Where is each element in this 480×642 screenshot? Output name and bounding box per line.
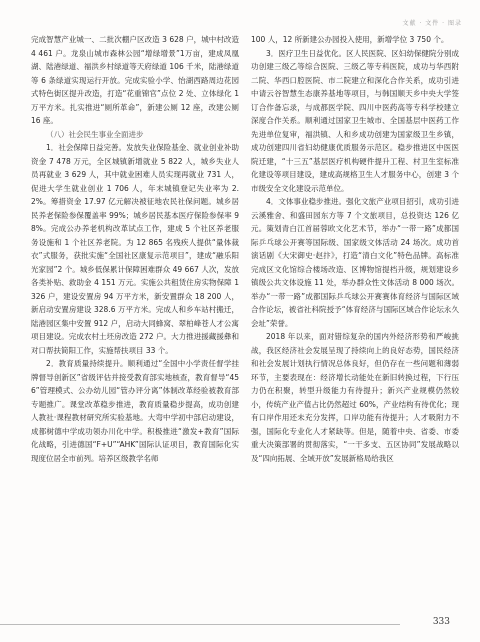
subsection-heading: （八）社会民生事业全面进步: [46, 129, 144, 139]
paragraph-healthcare: 3．医疗卫生日益优化。区人民医院、区妇幼保健院分别成功创建三级乙等综合医院、三级乙等专科医院，成功与华西附二院、华西口腔医院、市二院建立和深化合作关系，成功引进中请云谷智慧生态康养基地等项目，与韩国顺天乡中央大学签订合作备忘录，与成都医学院、四川中医药高等专科学校建立深度合作关系。顺利通过国家卫生城市、全国基层中医药工作先进单位复审，福洪镇、人和乡成功创建为国家级卫生乡镇，成功创建四川省妇幼健康优质服务示范区。稳步推进区中医医院迁建，“十三五”基层医疗机构硬件提升工程、村卫生室标准化建设等项目建设，建成高规格卫生人才服务中心，创建 3 个市级安全文化建设示范单位。: [251, 48, 459, 193]
paragraph-continuation: 完成智慧产业城一、二批次棚户区改造 3 628 户，城中村改造 4 461 户。龙泉山城市森林公园“增绿增景”1万亩，建成凤凰湖、陆港绿道、福洪乡村绿道等天府绿道 106 千米，陆港绿道等 6 条绿道实现运行开放。完成实验小学、怡湖西路周边花园式特色街区提升改造，打造“花重锦官”点位 2 处、立体绿化 1 万平方米。扎实推进“厕所革命”，新建公厕 12 座，改建公厕 16 座。: [31, 35, 239, 125]
right-text-column: [251, 33, 459, 465]
paragraph-continuation: 100 人，12 所新建公办园投入使用，新增学位 3 750 个。: [251, 35, 449, 44]
paragraph-culture-sports: 4．文体事业稳步推进。强化文旅产业项目招引，成功引进云溪雅舍、和盛田园东方等 7 个文旅项目，总投资达 126 亿元。策划青白江首届蓉欧文化艺术节，举办“一带一路”成都国际乒乓球公开赛等国际级、国家级文体活动 24 场次。成功首演话剧《大宋御史·赵抃》，打造“清白文化”特色品牌。高标准完成区文化馆综合楼场改造、区博物馆提档升级，规划建设乡镇级公共文体设施 11 处，举办群众性文体活动 8 000 场次。举办“一带一路”成都国际乒乓球公开赛赛体育经济与国际区域合作论坛，被省社科院授予“体育经济与国际区域合作论坛永久会址”荣誉。: [251, 197, 459, 328]
paragraph-summary: 2018 年以来，面对错综复杂的国内外经济形势和严峻挑战，我区经济社会发展呈现了持续向上的良好态势，国民经济和社会发展计划执行情况总体良好，但仍存在一些问题和薄弱环节，主要表现在：经济增长动能处在新旧转换过程，下行压力仍在积聚，转型升级能力有待提升；新兴产业规模仍然较小，传统产业产值占比仍然超过 60%，产业结构有待优化；现有口岸作用还未充分发挥，口岸功能有待提升；人才吸附力不强，国际化专业化人才紧缺等。但是，随着中央、省委、市委重大决策部署的贯彻落实，“一干多支、五区协同”发展战略以及“四向拓展、全域开放”发展新格局给我区: [251, 332, 459, 463]
page-number: 333: [432, 617, 450, 627]
left-text-column: [31, 33, 239, 465]
paragraph-education: 2．教育质量持续提升。顺利通过“全国中小学责任督学挂牌督导创新区”省级评估并接受教育部实地核查，教育督导“456”管理模式、公办幼儿园“管办评分离”体制改革经验被教育部专题推广。课堂改革稳步推进，教育质量稳步提高，成功创建人教社·课程教材研究所实验基地。大弯中学初中部启动建设，成都树德中学成功领办川化中学。积极推进“激发+教育”国际化战略，引进德国“F+U”“AHK”国际认证项目，教育国际化实现度位居全市前列。培养区级教学名师: [31, 359, 239, 463]
footer-rule: [0, 624, 400, 625]
paragraph-social-security: 1．社会保障日益完善。发放失业保险基金、就业创业补助资金 7 478 万元，全区城镇新增就业 5 822 人，城乡失业人员再就业 3 629 人，其中就业困难人员实现再就业 731 人，促进大学生就业创业 1 706 人，年末城镇登记失业率为 2.2%。筹措资金 17.97 亿元解决被征地农民社保问题。城乡居民养老保险参保覆盖率 99%；城乡居民基本医疗保险参保率 98%。完成公办养老机构改革试点工作，建成 5 个社区养老服务设施和 1 个社区养老院。为 12 865 名残疾人提供“量体裁衣”式服务，获批实施“全国社区康复示范项目”，建成“融乐阳光家园”2 个。城乡低保累计保障困难群众 49 667 人次，发放各类补贴、救助金 4 151 万元。实施公共租赁住房实物保障 1 326 户，建设安置房 94 万平方米，新安置群众 18 200 人，新启动安置房建设 328.6 万平方米。完成人和乡车站村搬迁，陆港园区集中安置 912 户，启动大同蜂窝、翠柏峰苍人才公寓项目建设。完成农村土坯房改造 272 户。大力推进援藏援彝和对口帮扶简阳工作，实施帮扶项目 33 个。: [31, 143, 239, 355]
section-header-tag: 文献 · 文件 · 图录: [402, 20, 462, 27]
